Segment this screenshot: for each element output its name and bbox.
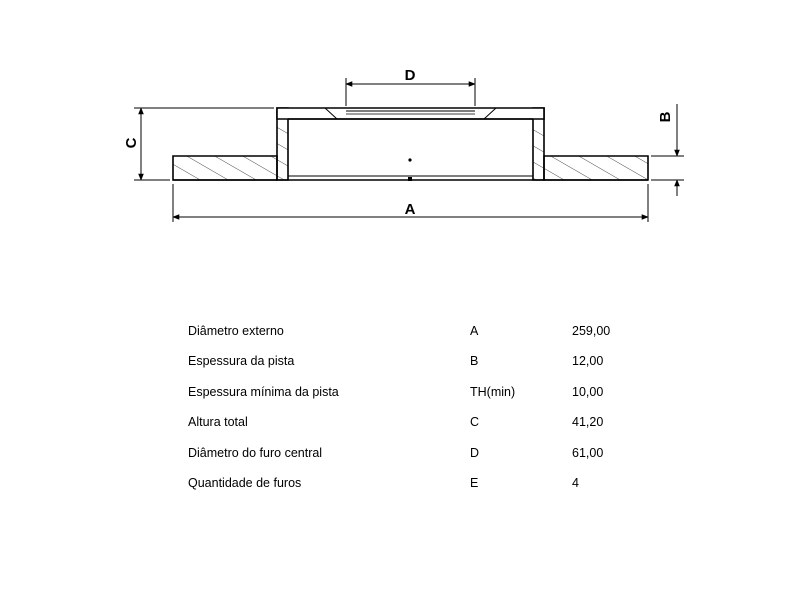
spec-value: 41,20 <box>572 415 604 430</box>
spec-label: Espessura mínima da pista <box>188 384 339 399</box>
hat-top <box>277 108 544 119</box>
dimension-a <box>173 184 648 222</box>
spec-row <box>188 407 648 437</box>
dimension-label-c: C <box>123 137 140 149</box>
spec-label: Diâmetro externo <box>188 324 284 338</box>
spec-row <box>188 468 648 498</box>
dimension-label-b: B <box>657 111 674 123</box>
brake-disc-section-drawing <box>0 0 810 240</box>
dimension-b <box>651 104 684 196</box>
spec-value: 12,00 <box>572 354 604 369</box>
spec-code: B <box>470 354 479 369</box>
spec-row <box>188 438 648 468</box>
flange-left <box>173 156 277 180</box>
spec-label: Altura total <box>188 415 248 430</box>
flange-right <box>544 156 648 180</box>
spec-label: Quantidade de furos <box>188 475 302 490</box>
spec-row <box>188 346 648 376</box>
spec-label: Diâmetro do furo central <box>188 445 323 460</box>
spec-row <box>188 316 648 346</box>
dimension-d <box>346 67 475 106</box>
dimension-label-d: D <box>404 67 416 84</box>
spec-value: 4 <box>572 475 579 490</box>
spec-code: A <box>470 324 479 338</box>
spec-code: C <box>470 415 480 430</box>
spec-code: D <box>470 445 480 460</box>
spec-value: 61,00 <box>572 445 604 460</box>
spec-code: TH(min) <box>470 384 516 399</box>
dimension-label-a: A <box>404 201 416 218</box>
spec-row <box>188 377 648 407</box>
specifications-table <box>188 316 648 498</box>
spec-value: 10,00 <box>572 384 604 399</box>
disc-profile <box>173 108 648 181</box>
spec-value: 259,00 <box>572 324 611 338</box>
spec-code: E <box>470 475 479 490</box>
spec-label: Espessura da pista <box>188 354 295 369</box>
